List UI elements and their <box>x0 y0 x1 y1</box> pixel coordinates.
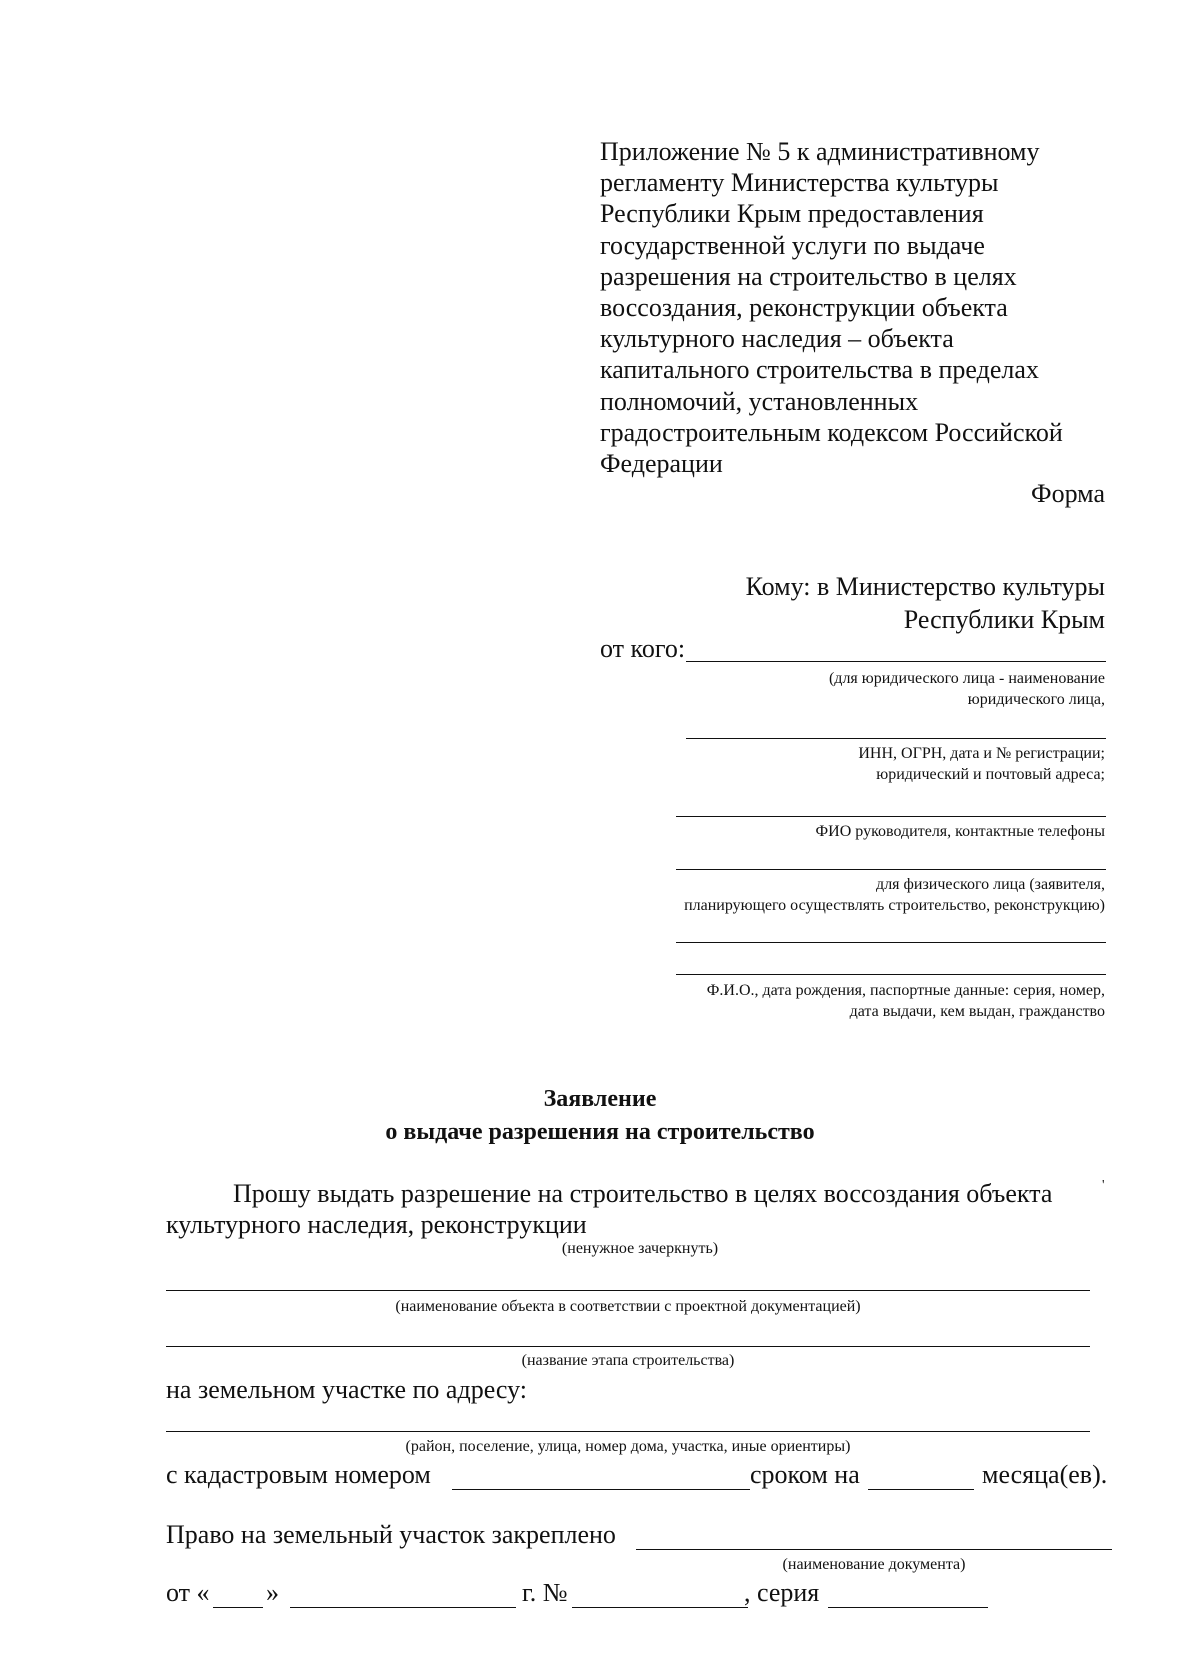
form-label: Форма <box>1031 479 1105 508</box>
address-hint: (район, поселение, улица, номер дома, участка, иные ориентиры) <box>405 1438 851 1455</box>
field-hint <box>707 980 1105 1022</box>
object-hint: (наименование объекта в соответствии с проектной документацией) <box>395 1298 861 1315</box>
hint-line: ИНН, ОГРН, дата и № регистрации; <box>858 745 1105 762</box>
field-hint <box>829 668 1105 710</box>
series-field-line[interactable] <box>828 1607 988 1608</box>
hint-line: планирующего осуществлять строительство, реконструкцию) <box>684 897 1105 914</box>
day-field-line[interactable] <box>213 1607 263 1608</box>
hint-line: (для юридического лица - наименование <box>828 670 1105 687</box>
term-field-line[interactable] <box>868 1489 974 1490</box>
registration-field-line[interactable] <box>686 738 1106 739</box>
hint-line: юридический и почтовый адреса; <box>876 766 1105 783</box>
stage-field-line[interactable] <box>166 1346 1090 1347</box>
field-hint <box>684 874 1105 916</box>
field-hint <box>858 743 1105 785</box>
title-line: о выдаче разрешения на строительство <box>385 1119 815 1145</box>
document-hint: (наименование документа) <box>782 1556 966 1573</box>
appendix-line: Приложение № 5 к административному <box>600 137 1040 166</box>
hint-line: дата выдачи, кем выдан, гражданство <box>849 1003 1105 1020</box>
hint-line: юридического лица, <box>967 691 1105 708</box>
right-label: Право на земельный участок закреплено <box>166 1520 616 1549</box>
appendix-line: воссоздания, реконструкции объекта <box>600 293 1008 323</box>
scan-mark: ' <box>1102 1178 1105 1193</box>
address-field-line[interactable] <box>166 1431 1090 1432</box>
cadastral-label: с кадастровым номером <box>166 1460 431 1489</box>
addressee-line: Кому: в Министерство культуры <box>745 572 1105 601</box>
object-name-field-line[interactable] <box>166 1290 1090 1291</box>
strike-hint: (ненужное зачеркнуть) <box>561 1240 719 1257</box>
appendix-line: регламенту Министерства культуры <box>600 168 999 198</box>
date-field-line[interactable] <box>290 1607 516 1608</box>
hint-line: ФИО руководителя, контактные телефоны <box>815 823 1105 840</box>
appendix-line: разрешения на строительство в целях <box>600 261 1017 291</box>
date-close: » <box>266 1578 279 1607</box>
term-label: сроком на <box>750 1460 860 1489</box>
title-line: Заявление <box>543 1086 657 1112</box>
appendix-line: градостроительным кодексом Российской <box>600 417 1063 447</box>
appendix-line: полномочий, установленных <box>600 386 919 416</box>
appendix-note <box>600 136 1120 479</box>
document-field-line[interactable] <box>636 1549 1112 1550</box>
from-field-line[interactable] <box>686 661 1106 662</box>
request-text: Прошу выдать разрешение на строительство в целях воссоздания объекта <box>233 1179 1053 1208</box>
stage-hint: (название этапа строительства) <box>521 1352 735 1369</box>
hint-line: для физического лица (заявителя, <box>876 876 1105 893</box>
request-text: культурного наследия, реконструкции <box>166 1210 587 1239</box>
hint-line: Ф.И.О., дата рождения, паспортные данные: серия, номер, <box>706 982 1105 999</box>
from-label: от кого: <box>600 634 686 663</box>
document-title <box>0 1083 1200 1149</box>
addressee-line: Республики Крым <box>903 605 1105 634</box>
individual-field-line[interactable] <box>676 869 1106 870</box>
field-hint <box>816 821 1105 842</box>
appendix-line: культурного наследия – объекта <box>600 324 954 354</box>
date-open: от « <box>166 1578 210 1607</box>
appendix-line: капитального строительства в пределах <box>600 355 1039 385</box>
individual-field-line-2[interactable] <box>676 942 1106 943</box>
series-label: , серия <box>744 1578 820 1607</box>
passport-field-line[interactable] <box>676 974 1106 975</box>
number-field-line[interactable] <box>572 1607 748 1608</box>
addressee <box>746 570 1105 636</box>
appendix-line: Федерации <box>600 449 723 479</box>
months-label: месяца(ев). <box>982 1460 1108 1489</box>
land-label: на земельном участке по адресу: <box>166 1375 527 1404</box>
year-number-label: г. № <box>522 1578 568 1607</box>
director-field-line[interactable] <box>676 816 1106 817</box>
cadastral-field-line[interactable] <box>452 1489 750 1490</box>
appendix-line: Республики Крым предоставления <box>600 199 984 229</box>
appendix-line: государственной услуги по выдаче <box>600 230 985 260</box>
